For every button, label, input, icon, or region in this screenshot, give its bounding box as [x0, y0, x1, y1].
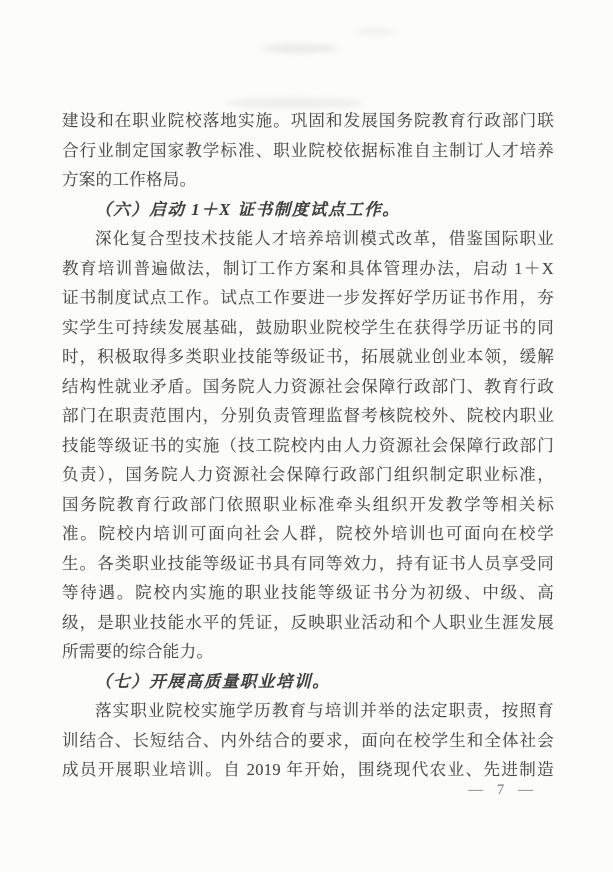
body-line: 深化复合型技术技能人才培养培训模式改革，借鉴国际职业 [95, 229, 554, 248]
body-line: 方案的工作格局。 [62, 170, 197, 189]
scan-smudge [355, 28, 395, 35]
body-line: 落实职业院校实施学历教育与培训并举的法定职责，按照育 [95, 701, 554, 720]
body-line: 建设和在职业院校落地实施。巩固和发展国务院教育行政部门联 [62, 111, 554, 130]
body-line: 教育培训普遍做法，制订工作方案和具体管理办法，启动 1＋X [62, 258, 554, 278]
body-line: 实学生可持续发展基础，鼓励职业院校学生在获得学历证书的同 [62, 317, 554, 337]
body-line: 成员开展职业培训。自 2019 年开始，围绕现代农业、先进制造 [62, 760, 554, 779]
body-line: 负责），国务院人力资源社会保障行政部门组织制定职业标准， [62, 465, 554, 484]
page-number: — 7 — [468, 782, 538, 798]
section-heading-six: （六）启动 1＋X 证书制度试点工作。 [95, 199, 401, 219]
body-line: 技能等级证书的实施（技工院校内由人力资源社会保障行政部门 [62, 435, 554, 455]
document-body [62, 106, 554, 785]
body-line: 生。各类职业技能等级证书具有同等效力，持有证书人员享受同 [62, 553, 554, 573]
body-line: 部门在职责范围内，分别负责管理监督考核院校外、院校内职业 [62, 406, 554, 425]
scan-smudge [262, 44, 337, 53]
body-line: 合行业制定国家教学标准、职业院校依据标准自主制订人才培养 [62, 140, 554, 160]
body-line: 所需要的综合能力。 [62, 642, 214, 661]
body-line: 结构性就业矛盾。国务院人力资源社会保障行政部门、教育行政 [62, 376, 554, 396]
section-heading-seven: （七）开展高质量职业培训。 [95, 671, 331, 691]
body-line: 等待遇。院校内实施的职业技能等级证书分为初级、中级、高 [62, 583, 554, 602]
body-line: 证书制度试点工作。试点工作要进一步发挥好学历证书作用，夯 [62, 288, 554, 307]
body-line: 时，积极取得多类职业技能等级证书，拓展就业创业本领，缓解 [62, 347, 554, 366]
body-line: 国务院教育行政部门依照职业标准牵头组织开发教学等相关标 [62, 494, 554, 514]
body-line: 训结合、长短结合、内外结合的要求，面向在校学生和全体社会 [62, 730, 554, 750]
body-line: 准。院校内培训可面向社会人群，院校外培训也可面向在校学 [62, 524, 554, 543]
body-line: 级，是职业技能水平的凭证，反映职业活动和个人职业生涯发展 [62, 612, 554, 632]
